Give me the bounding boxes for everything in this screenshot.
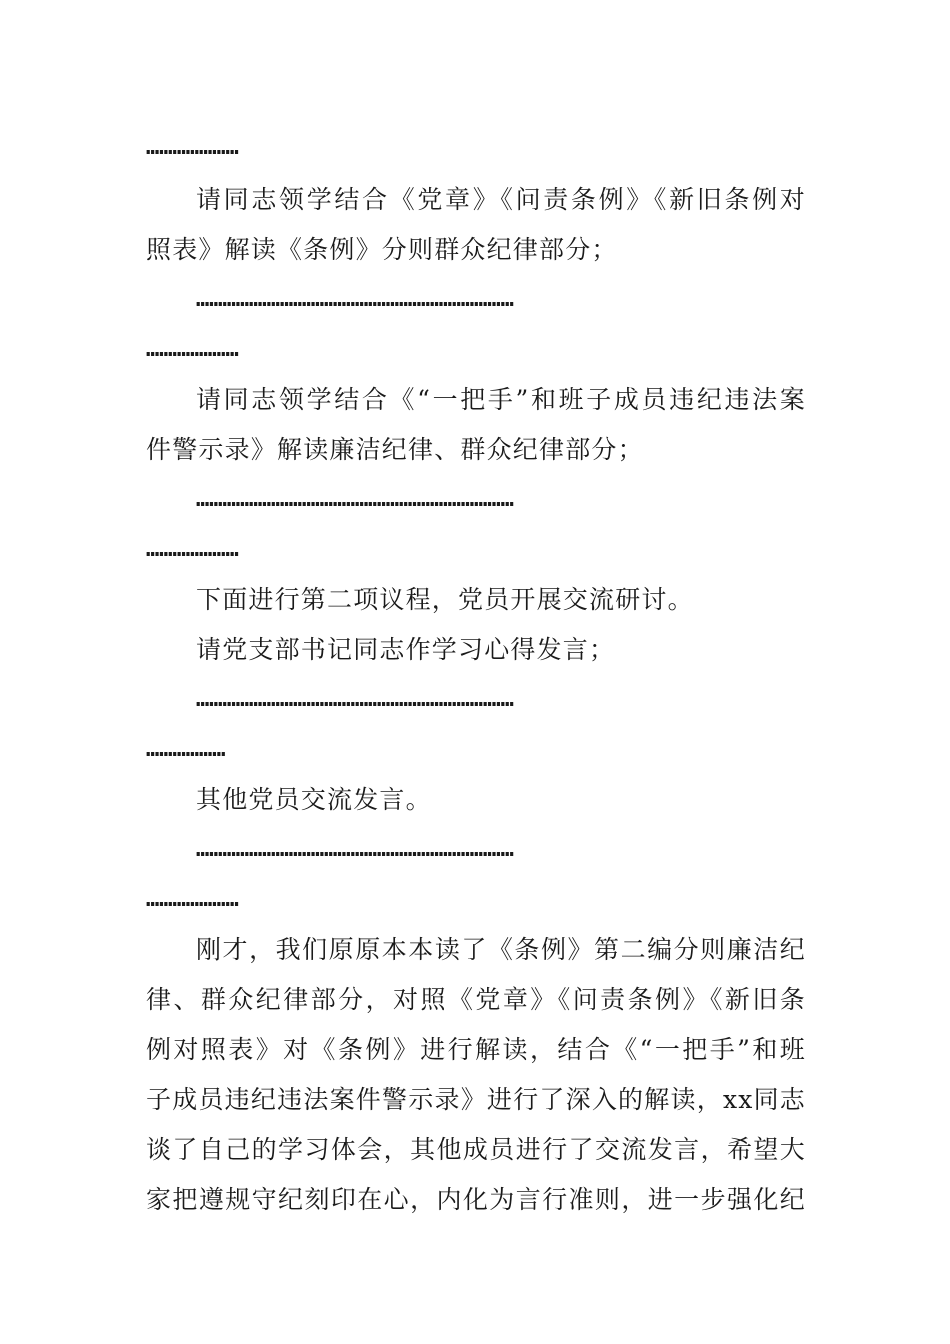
paragraph-line: 例对照表》对《条例》进行解读，结合《“一把手”和班 (146, 1035, 806, 1064)
paragraph-line: 其他党员交流发言。 (196, 785, 432, 814)
dot-leader-line: ……………………………………………………………… (196, 287, 514, 312)
paragraph-line: 下面进行第二项议程，党员开展交流研讨。 (196, 585, 694, 614)
paragraph-line: 刚才，我们原原本本读了《条例》第二编分则廉洁纪 (196, 935, 806, 964)
dot-leader-line: ……………………………………………………………… (196, 837, 514, 862)
paragraph-line: 谈了自己的学习体会，其他成员进行了交流发言，希望大 (146, 1135, 806, 1164)
paragraph-line: 律、群众纪律部分，对照《党章》《问责条例》《新旧条 (146, 985, 806, 1014)
paragraph-line: 件警示录》解读廉洁纪律、群众纪律部分； (146, 435, 644, 464)
dot-leader-line: ………………… (146, 537, 239, 562)
paragraph-line: 请同志领学结合《党章》《问责条例》《新旧条例对 (196, 185, 806, 214)
paragraph-line: 子成员违纪违法案件警示录》进行了深入的解读，xx同志 (146, 1085, 806, 1114)
dot-leader-line: ……………… (146, 737, 226, 762)
paragraph-line: 照表》解读《条例》分则群众纪律部分； (146, 235, 618, 264)
dot-leader-line: ………………… (146, 887, 239, 912)
dot-leader-line: ………………… (146, 135, 239, 160)
dot-leader-line: ……………………………………………………………… (196, 487, 514, 512)
dot-leader-line: ……………………………………………………………… (196, 687, 514, 712)
paragraph-line: 请党支部书记同志作学习心得发言； (196, 635, 616, 664)
paragraph-line: 家把遵规守纪刻印在心，内化为言行准则，进一步强化纪 (146, 1185, 806, 1214)
dot-leader-line: ………………… (146, 337, 239, 362)
paragraph-line: 请同志领学结合《“一把手”和班子成员违纪违法案 (196, 385, 806, 414)
